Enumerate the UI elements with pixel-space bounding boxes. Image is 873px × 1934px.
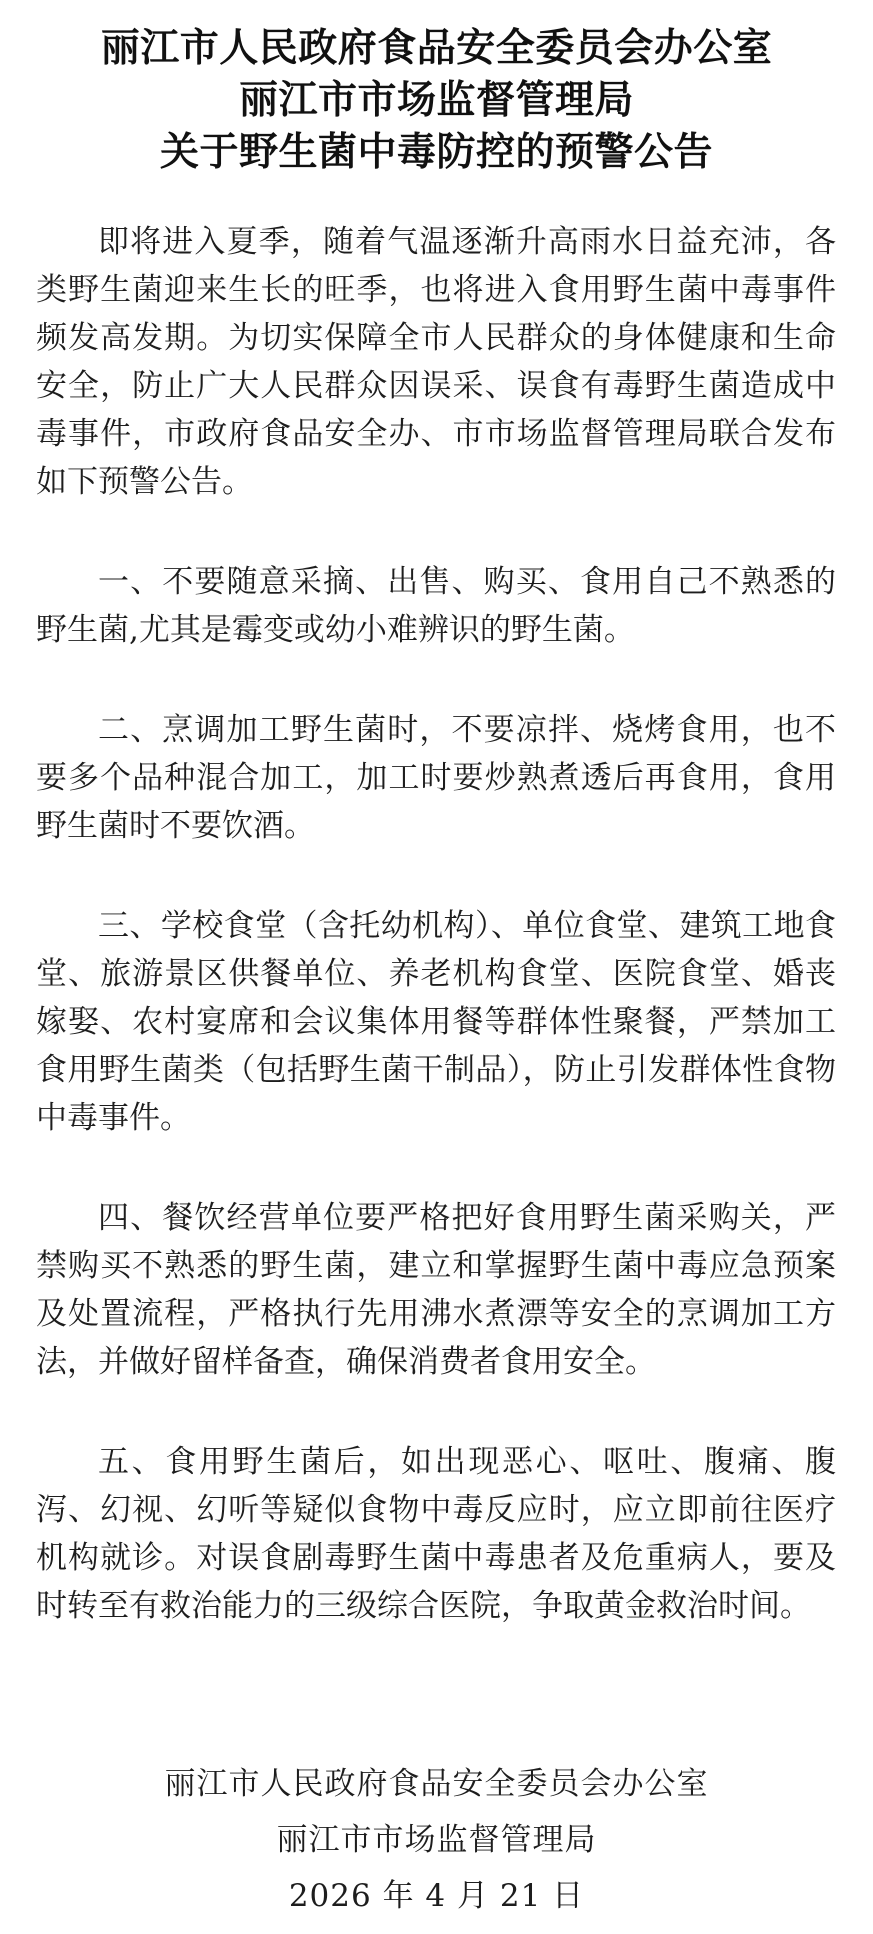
item-5-paragraph: 五、食用野生菌后，如出现恶心、呕吐、腹痛、腹泻、幻视、幻听等疑似食物中毒反应时，应立即前往医疗机构就诊。对误食剧毒野生菌中毒患者及危重病人，要及时转至有救治能力的三级综合医院，争取黄金救治时间。 [36, 1444, 836, 1624]
item-1-paragraph: 一、不要随意采摘、出售、购买、食用自己不熟悉的野生菌,尤其是霉变或幼小难辨识的野生菌。 [36, 564, 836, 648]
item-3-paragraph: 三、学校食堂（含托幼机构）、单位食堂、建筑工地食堂、旅游景区供餐单位、养老机构食堂、医院食堂、婚丧嫁娶、农村宴席和会议集体用餐等群体性聚餐，严禁加工食用野生菌类（包括野生菌干制品），防止引发群体性食物中毒事件。 [36, 908, 836, 1136]
signature-block [0, 1756, 873, 1924]
title-line-subject: 关于野生菌中毒防控的预警公告 [159, 129, 713, 175]
signature-org-1: 丽江市人民政府食品安全委员会办公室 [164, 1766, 709, 1802]
signature-date: 2026 年 4 月 21 日 [288, 1878, 585, 1914]
title-line-issuer-1: 丽江市人民政府食品安全委员会办公室 [100, 25, 773, 71]
notice-body [36, 218, 836, 1682]
document-title [0, 22, 873, 178]
signature-org-2: 丽江市市场监督管理局 [276, 1822, 597, 1858]
title-line-issuer-2: 丽江市市场监督管理局 [238, 77, 634, 123]
item-2-paragraph: 二、烹调加工野生菌时，不要凉拌、烧烤食用，也不要多个品种混合加工，加工时要炒熟煮透后再食用，食用野生菌时不要饮酒。 [36, 712, 836, 844]
intro-paragraph: 即将进入夏季，随着气温逐渐升高雨水日益充沛，各类野生菌迎来生长的旺季，也将进入食用野生菌中毒事件频发高发期。为切实保障全市人民群众的身体健康和生命安全，防止广大人民群众因误采、误食有毒野生菌造成中毒事件，市政府食品安全办、市市场监督管理局联合发布如下预警公告。 [36, 224, 836, 500]
item-4-paragraph: 四、餐饮经营单位要严格把好食用野生菌采购关，严禁购买不熟悉的野生菌，建立和掌握野生菌中毒应急预案及处置流程，严格执行先用沸水煮漂等安全的烹调加工方法，并做好留样备查，确保消费者食用安全。 [36, 1200, 836, 1380]
